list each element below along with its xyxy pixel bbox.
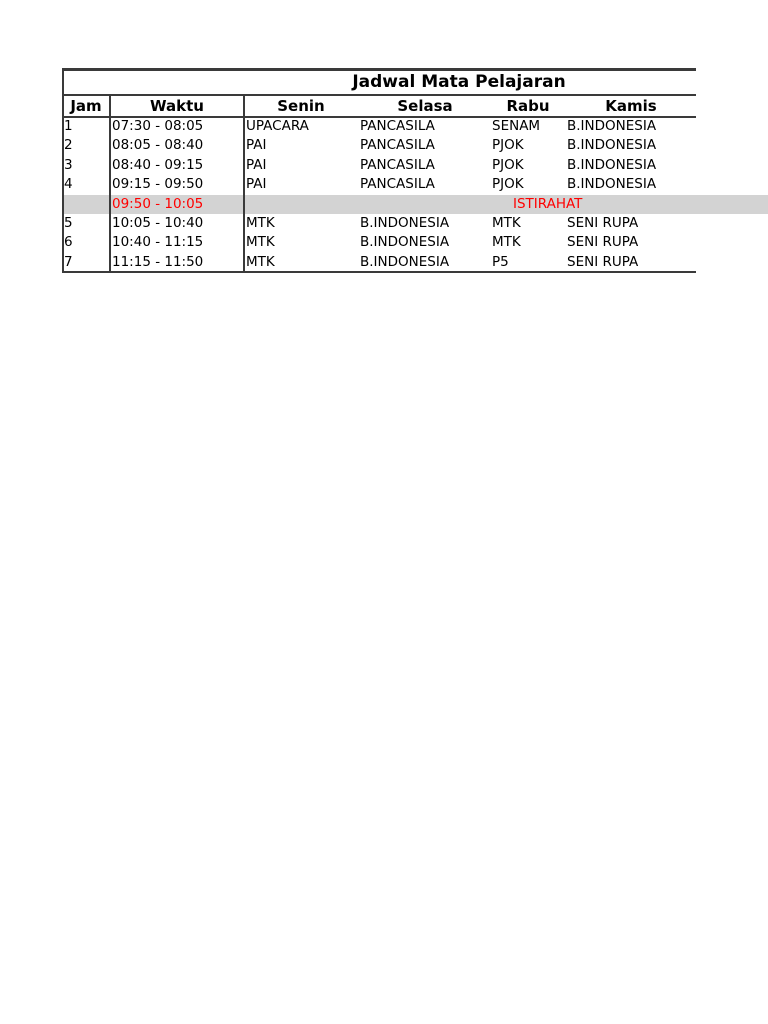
cell-rabu: SENAM bbox=[492, 118, 541, 134]
cell-selasa: B.INDONESIA bbox=[360, 254, 450, 270]
cell-rabu: PJOK bbox=[492, 157, 524, 173]
header-jam: Jam bbox=[70, 97, 102, 115]
header-senin: Senin bbox=[277, 97, 325, 115]
cell-selasa: PANCASILA bbox=[360, 157, 435, 173]
cell-senin: MTK bbox=[246, 234, 275, 250]
cell-jam: 3 bbox=[64, 157, 73, 173]
cell-senin: MTK bbox=[246, 254, 275, 270]
cell-rabu: MTK bbox=[492, 215, 521, 231]
break-label: ISTIRAHAT bbox=[513, 196, 583, 212]
cell-selasa: PANCASILA bbox=[360, 176, 435, 192]
cell-kamis: B.INDONESIA bbox=[567, 176, 657, 192]
cell-jam: 2 bbox=[64, 137, 73, 153]
cell-jam: 7 bbox=[64, 254, 73, 270]
header-waktu: Waktu bbox=[150, 97, 204, 115]
jam-column-divider bbox=[109, 95, 111, 273]
cell-waktu: 09:15 - 09:50 bbox=[112, 176, 204, 192]
cell-waktu: 10:40 - 11:15 bbox=[112, 234, 204, 250]
cell-rabu: PJOK bbox=[492, 137, 524, 153]
cell-kamis: B.INDONESIA bbox=[567, 157, 657, 173]
break-time: 09:50 - 10:05 bbox=[112, 196, 204, 212]
cell-jam: 5 bbox=[64, 215, 73, 231]
cell-selasa: B.INDONESIA bbox=[360, 234, 450, 250]
cell-jam: 1 bbox=[64, 118, 73, 134]
cell-rabu: P5 bbox=[492, 254, 509, 270]
cell-senin: UPACARA bbox=[246, 118, 309, 134]
cell-senin: PAI bbox=[246, 137, 267, 153]
cell-waktu: 11:15 - 11:50 bbox=[112, 254, 204, 270]
cell-kamis: SENI RUPA bbox=[567, 254, 639, 270]
cell-kamis: SENI RUPA bbox=[567, 215, 639, 231]
cell-selasa: B.INDONESIA bbox=[360, 215, 450, 231]
cell-senin: PAI bbox=[246, 157, 267, 173]
page-title: Jadwal Mata Pelajaran bbox=[352, 72, 566, 92]
header-kamis: Kamis bbox=[605, 97, 657, 115]
header-selasa: Selasa bbox=[397, 97, 453, 115]
cell-rabu: PJOK bbox=[492, 176, 524, 192]
cell-jam: 4 bbox=[64, 176, 73, 192]
cell-kamis: SENI RUPA bbox=[567, 234, 639, 250]
cell-kamis: B.INDONESIA bbox=[567, 118, 657, 134]
cell-kamis: B.INDONESIA bbox=[567, 137, 657, 153]
cell-waktu: 08:40 - 09:15 bbox=[112, 157, 204, 173]
cell-waktu: 08:05 - 08:40 bbox=[112, 137, 204, 153]
cell-waktu: 10:05 - 10:40 bbox=[112, 215, 204, 231]
cell-senin: MTK bbox=[246, 215, 275, 231]
cell-senin: PAI bbox=[246, 176, 267, 192]
waktu-column-divider bbox=[243, 95, 245, 273]
cell-jam: 6 bbox=[64, 234, 73, 250]
cell-selasa: PANCASILA bbox=[360, 137, 435, 153]
header-rabu: Rabu bbox=[506, 97, 550, 115]
cell-waktu: 07:30 - 08:05 bbox=[112, 118, 204, 134]
cell-rabu: MTK bbox=[492, 234, 521, 250]
cell-selasa: PANCASILA bbox=[360, 118, 435, 134]
